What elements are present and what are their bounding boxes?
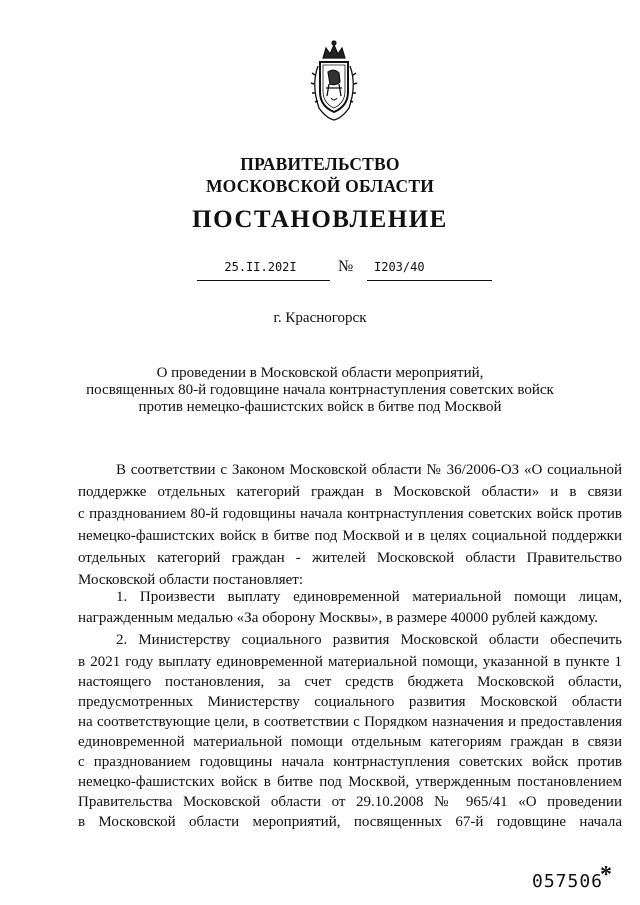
- body-line: настоящего постановления, за счет средств бюджета Московской области,: [78, 674, 622, 690]
- body-line: награжденным медалью «За оборону Москвы», в размере 40000 рублей каждому.: [78, 610, 598, 626]
- document-date: 25.II.202I: [224, 260, 297, 274]
- body-line: отдельных категорий граждан - жителей Московской области Правительство: [78, 550, 622, 566]
- coat-of-arms-icon: [309, 40, 359, 122]
- date-field: [197, 258, 330, 281]
- body-line: 2. Министерству социального развития Московской области обеспечить: [116, 632, 622, 648]
- city: г. Красногорск: [273, 310, 367, 326]
- body-line: предусмотренных Министерству социального развития Московской области: [78, 694, 622, 710]
- body-line: немецко-фашистских войск в битве под Москвой, утвержденным постановлением: [78, 774, 622, 790]
- body-line: с празднованием годовщины начала контрнаступления советских войск против: [78, 754, 622, 770]
- body-line: Московской области постановляет:: [78, 572, 303, 588]
- government-name-line2: МОСКОВСКОЙ ОБЛАСТИ: [205, 176, 435, 196]
- subject-line: посвященных 80-й годовщине начала контрнаступления советских войск: [86, 382, 554, 398]
- body-line: на соответствующие цели, в соответствии с Порядком назначения и предоставления: [78, 714, 622, 730]
- subject-line: против немецко-фашистских войск в битве под Москвой: [138, 399, 502, 415]
- body-line: 1. Произвести выплату единовременной материальной помощи лицам,: [116, 589, 622, 605]
- body-line: в Московской области мероприятий, посвященных 67-й годовщине начала: [78, 814, 622, 830]
- document-type-title: ПОСТАНОВЛЕНИЕ: [192, 206, 448, 233]
- government-name-line1: ПРАВИТЕЛЬСТВО: [240, 154, 400, 174]
- body-line: в 2021 году выплату единовременной материальной помощи, указанной в пункте 1: [78, 654, 622, 670]
- body-line: Правительства Московской области от 29.10.2008 № 965/41 «О проведении: [78, 794, 622, 810]
- number-field: [367, 258, 492, 281]
- subject-line: О проведении в Московской области мероприятий,: [156, 365, 484, 381]
- asterisk-mark: *: [600, 862, 612, 888]
- document-number: I203/40: [374, 260, 425, 274]
- number-sign: №: [338, 258, 354, 275]
- body-line: В соответствии с Законом Московской области № 36/2006-ОЗ «О социальной: [116, 462, 622, 478]
- serial-number: 057506: [532, 871, 604, 892]
- body-line: единовременной материальной помощи отдельным категориям граждан в связи: [78, 734, 622, 750]
- body-line: поддержке отдельных категорий граждан в Московской области» и в связи: [78, 484, 622, 500]
- body-line: немецко-фашистских войск в битве под Москвой и в целях социальной поддержки: [78, 528, 622, 544]
- body-line: с празднованием 80-й годовщины начала контрнаступления советских войск против: [78, 506, 622, 522]
